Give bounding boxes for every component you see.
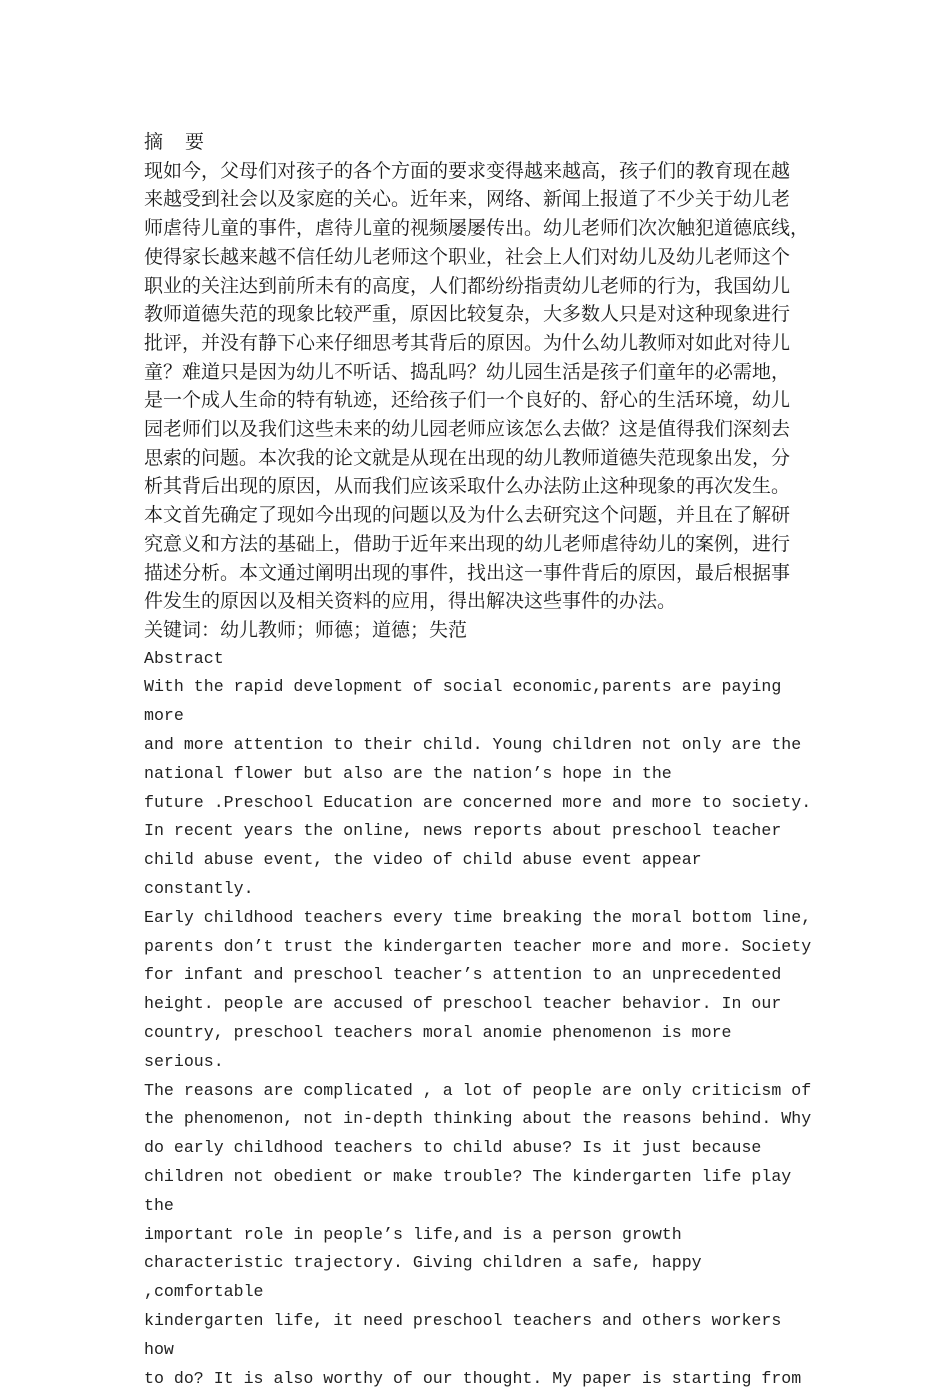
chinese-abstract-body: 现如今，父母们对孩子的各个方面的要求变得越来越高，孩子们的教育现在越 来越受到社会以及家庭的关心。近年来，网络、新闻上报道了不少关于幼儿老 师虐待儿童的事件，虐待儿童的视频屡屡传出。幼儿老师们次次触犯道德底线， 使得家长越来越不信任幼儿老师这个职业，社会上人们对幼儿及幼儿老师这个 职业的关注达到前所未有的高度，人们都纷纷指责幼儿老师的行为，我国幼儿 教师道德失范的现象比较严重，原因比较复杂，大多数人只是对这种现象进行 批评，并没有静下心来仔细思考其背后的原因。为什么幼儿教师对如此对待儿 童？难道只是因为幼儿不听话、捣乱吗？幼儿园生活是孩子们童年的必需地， 是一个成人生命的特有轨迹，还给孩子们一个良好的、舒心的生活环境，幼儿 园老师们以及我们这些未来的幼儿园老师应该怎么去做？这是值得我们深刻去 思索的问题。本次我的论文就是从现在出现的幼儿教师道德失范现象出发，分 析其背后出现的原因，从而我们应该采取什么办法防止这种现象的再次发生。 本文首先确定了现如今出现的问题以及为什么去研究这个问题，并且在了解研 究意义和方法的基础上，借助于近年来出现的幼儿老师虐待幼儿的案例，进行 描述分析。本文通过阐明出现的事件，找出这一事件背后的原因，最后根据事 件发生的原因以及相关资料的应用，得出解决这些事件的办法。 xyxy=(144,159,810,613)
english-abstract-heading: Abstract xyxy=(144,648,224,668)
document-page xyxy=(144,128,814,1393)
english-abstract-section xyxy=(144,645,814,1393)
chinese-abstract-heading: 摘 要 xyxy=(144,131,213,153)
english-abstract-body: With the rapid development of social economic,parents are paying more and more attention to their child. Young children not only are the national flower but also are the nation’s hope in the future .Preschool Education are concerned more and more to society. In recent years the online, news reports about preschool teacher child abuse event, the video of child abuse event appear constantly. Early childhood teachers every time breaking the moral bottom line, parents don’t trust the kindergarten teacher more and more. Society for infant and preschool teacher’s attention to an unprecedented height. people are accused of preschool teacher behavior. In our country, preschool teachers moral anomie phenomenon is more serious. The reasons are complicated , a lot of people are only criticism of the phenomenon, not in-depth thinking about the reasons behind. Why do early childhood teachers to child abuse? Is it just because children not obedient or make trouble? The kindergarten life play the important role in people’s life,and is a person growth characteristic trajectory. Giving children a safe, happy ,comfortable kindergarten life, it need preschool teachers and others workers how to do? It is also worthy of our thought. My paper is starting from xyxy=(144,677,812,1388)
chinese-abstract-section xyxy=(144,128,814,645)
chinese-keywords: 关键词：幼儿教师；师德；道德；失范 xyxy=(144,618,468,641)
